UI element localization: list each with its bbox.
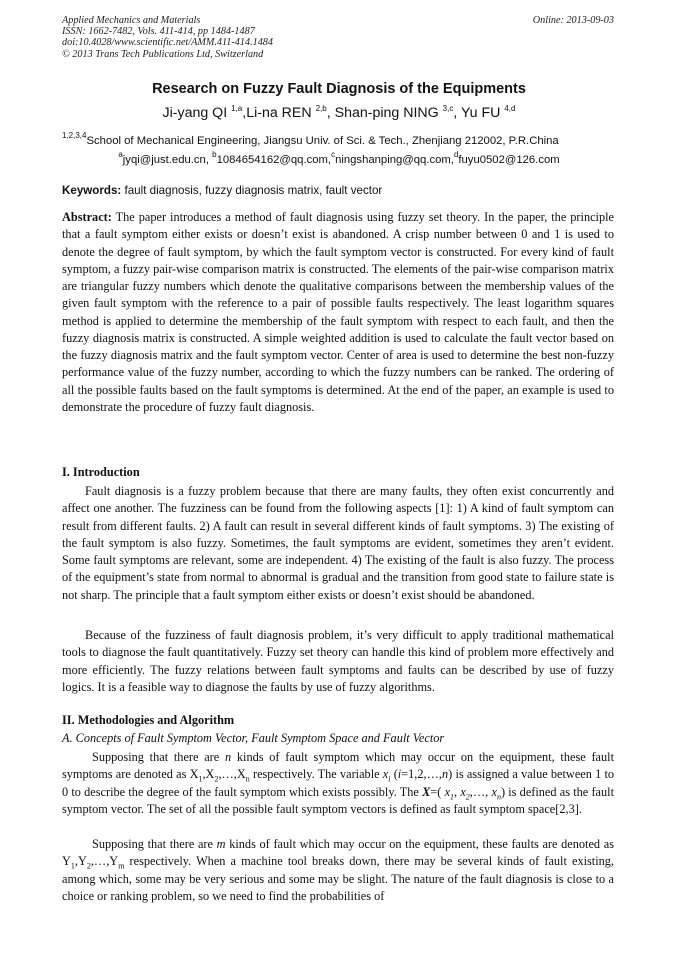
- author-affiliation-mark: 4,d: [504, 104, 516, 113]
- paragraph-text: Supposing that there are n kinds of fault symptom which may occur on the equipment, these fault symptoms are denoted as $X_1,X_2,\dots,X_n$ respectively. The variable $x_i$ (i=1,2,…,n) is assigned a value between 1 to 0 to describe the degree of the fault symptom which exists possibly. The X=( $x_1$, $x_2,\dots$, $x_n$) is defined as the fault symptom vector. The set of all the possible fault symptom vectors is defined as fault symptom space[2,3].: [62, 750, 615, 816]
- email-mark: a: [118, 150, 123, 159]
- affiliation-text: School of Mechanical Engineering, Jiangsu Univ. of Sci. & Tech., Zhenjiang 212002, P.R.China: [86, 135, 559, 147]
- author-name: Li-na REN: [246, 105, 312, 121]
- introduction-paragraph-1: [62, 483, 614, 604]
- doi-line: doi:10.4028/www.scientific.net/AMM.411-414.1484: [62, 37, 273, 49]
- paragraph-text: Fault diagnosis is a fuzzy problem because that there are many faults, they often exist concurrently and affect one another. The fuzziness can be found from the following aspects [1]: 1) A kind of fault symptom can result from different faults. 2) A fault can result in several different kinds of fault symptoms. 3) The existing of the fault symptom is also fuzzy. Sometimes, the fault symptoms are evident, sometimes they aren’t evident. Some fault symptoms are relevant, some are independent. 4) The existing of the fault is also fuzzy. The process of the equipment’s state from normal to abnormal is gradual and the transition from good state to failure state is not sharp. The principle that a fault symptom either exists or doesn’t exist should be abandoned.: [62, 484, 614, 602]
- author-affiliation-mark: 2,b: [315, 104, 327, 113]
- email-address[interactable]: 1084654162@qq.com,: [216, 154, 332, 166]
- abstract: [62, 209, 614, 416]
- keywords-text: fault diagnosis, fuzzy diagnosis matrix, fault vector: [124, 184, 383, 197]
- abstract-label: Abstract:: [62, 210, 112, 224]
- introduction-paragraph-2: [62, 627, 614, 696]
- abstract-text: The paper introduces a method of fault diagnosis using fuzzy set theory. In the paper, the principle that a fault symptom either exists or doesn’t exist is abandoned. A crisp number between 0 and 1 is used to denote the degree of fault symptom, by which the fault symptom vector is constructed. For every kind of fault symptom, a fuzzy pair-wise comparison matrix is constructed. The elements of the pair-wise comparison matrix are triangular fuzzy numbers which denote the qualitative comparisons between the membership values of the given fault symptom with the reference to a pair of possible faults respectively. The least logarithm squares method is applied to determine the membership of the fault symptom with respect to each fault, and then the fuzzy diagnosis matrix is constructed. A simple weighted addition is used to calculate the fault vector based on the fuzzy diagnosis matrix and the fault symptom vector. Center of area is used to determine the best non-fuzzy performance value of the fuzzy number, according to which the fuzzy numbers can be ranked. The ordering of all the possible faults based on the fault symptoms is determined. At the end of the paper, an example is used to demonstrate the procedure of fuzzy fault diagnosis.: [62, 210, 614, 414]
- section-heading-methodologies: II. Methodologies and Algorithm: [62, 713, 235, 727]
- keywords-label: Keywords:: [62, 184, 122, 197]
- paragraph-text: Supposing that there are m kinds of fault which may occur on the equipment, these faults are denoted as $Y_1,Y_2,\dots,Y_m$ respectively. When a machine tool breaks down, there may be several kinds of fault existing, among which, some may be very serious and some may be slight. The nature of the fault diagnosis is close to a choice or ranking problem, so we need to find the probabilities of: [62, 837, 614, 903]
- methodology-paragraph-2: [62, 836, 614, 905]
- methodology-paragraph-1: [62, 749, 614, 818]
- email-list: [0, 150, 678, 166]
- journal-name: Applied Mechanics and Materials: [62, 15, 201, 26]
- affiliation: [62, 131, 559, 147]
- online-date: Online: 2013-09-03: [532, 15, 614, 26]
- author-name: Yu FU: [460, 105, 501, 121]
- author-name: Ji-yang QI: [162, 105, 228, 121]
- email-address[interactable]: jyqi@just.edu.cn,: [122, 154, 209, 166]
- email-mark: b: [212, 150, 217, 159]
- journal-header: [62, 15, 273, 60]
- email-mark: c: [331, 150, 336, 159]
- author-name: Shan-ping NING: [334, 105, 439, 121]
- section-heading-introduction: I. Introduction: [62, 465, 140, 479]
- email-mark: d: [453, 150, 459, 159]
- affiliation-mark: 1,2,3,4: [62, 131, 87, 140]
- author-list: Ji-yang QI $^{1,a}$,Li-na REN $^{2,b}$, Shan-ping NING $^{3,c}$, Yu FU $^{4,d}$: [162, 104, 516, 121]
- keywords: [62, 184, 382, 197]
- copyright-line: © 2013 Trans Tech Publications Ltd, Switzerland: [62, 48, 264, 60]
- issn-line: ISSN: 1662-7482, Vols. 411-414, pp 1484-1487: [62, 26, 255, 38]
- paragraph-text: Because of the fuzziness of fault diagnosis problem, it’s very difficult to apply traditional mathematical tools to diagnose the fault quantitatively. Fuzzy set theory can handle this kind of problem more effectively and more efficiently. The fuzzy relations between fault symptoms and faults can be described by use of fuzzy logics. It is a feasible way to diagnose the faults by use of fuzzy algorithms.: [62, 628, 614, 694]
- subsection-heading: A. Concepts of Fault Symptom Vector, Fault Symptom Space and Fault Vector: [62, 731, 445, 745]
- email-address[interactable]: ningshanping@qq.com,: [335, 154, 454, 166]
- paper-title: Research on Fuzzy Fault Diagnosis of the Equipments: [152, 81, 526, 97]
- author-affiliation-mark: 1,a: [231, 104, 243, 113]
- email-address[interactable]: fuyu0502@126.com: [458, 154, 560, 166]
- author-affiliation-mark: 3,c: [442, 104, 454, 113]
